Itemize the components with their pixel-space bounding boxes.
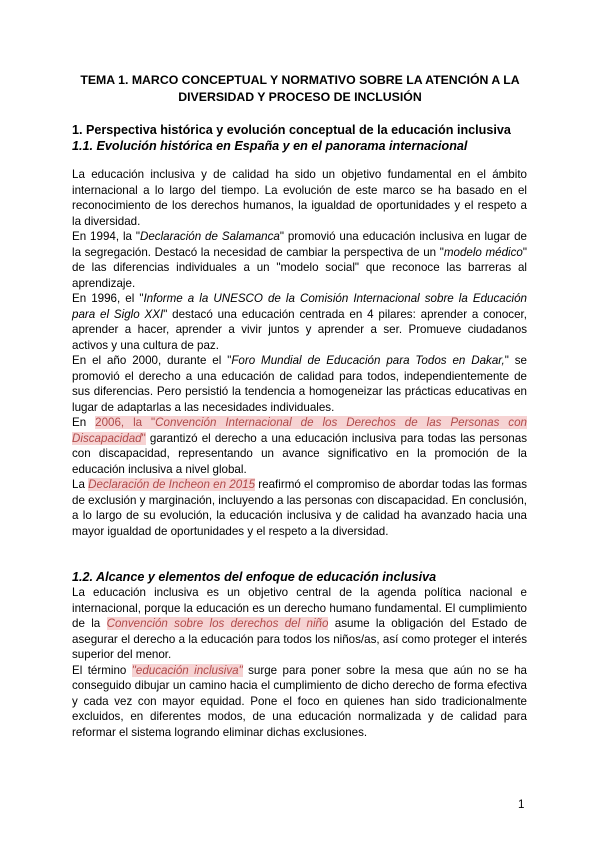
paragraph-text: " promovió una educación inclusiva en lugar de la segregación. Destacó la necesidad de cambiar la perspectiva de un " [72, 230, 527, 259]
page-number: 1 [518, 798, 525, 811]
paragraph-text: asume la obligación del Estado de asegurar el derecho a la educación para todos los niños/as, así como proteger el interés superior del menor. [72, 617, 527, 661]
paragraph-7 [72, 585, 527, 663]
section-1-2-body [72, 585, 527, 740]
paragraph-text: La educación inclusiva es un objetivo central de la agenda política nacional e internacional, porque la educación es un derecho humano fundamental. El cumplimiento de la [72, 586, 527, 630]
emphasis-text: Informe a la UNESCO de la Comisión Internacional sobre la Educación para el Siglo XXI [72, 292, 527, 321]
paragraph-2 [72, 229, 527, 291]
paragraph-text: " se promovió el derecho a una educación de calidad para todos, independientemente de sus diferencias. Pero persistió la tendencia a homogeneizar las prácticas educativas en lugar de adaptarlas a las necesidades individuales. [72, 354, 527, 414]
paragraph-text: El término [72, 663, 132, 677]
paragraph-text: reafirmó el compromiso de abordar todas las formas de exclusión y marginación, incluyendo a las personas con discapacidad. En conclusión, a lo largo de su evolución, la educación inclusiva y de calidad ha avanzado hacia una mayor igualdad de oportunidades y el respeto a la diversidad. [72, 478, 528, 538]
highlighted-part: 2006, la " [95, 416, 156, 429]
section-1-1-body [72, 167, 527, 539]
highlighted-emphasis: Convención sobre los derechos del niño [106, 617, 329, 630]
paragraph-text: La [72, 478, 89, 491]
subsection-heading-1-1: 1.1. Evolución histórica en España y en el panorama internacional [72, 139, 468, 153]
paragraph-text: En el año 2000, durante el " [72, 354, 232, 367]
paragraph-text: En [72, 416, 96, 429]
paragraph-1: La educación inclusiva y de calidad ha sido un objetivo fundamental en el ámbito internacional a lo largo del tiempo. La evolución de este marco se ha basado en el reconocimiento de los derechos humanos, la igualdad de oportunidades y el respeto a la diversidad. [72, 168, 527, 228]
highlighted-part: " [141, 431, 146, 445]
emphasis-text: Declaración de Salamanca [139, 230, 280, 243]
paragraph-text: En 1996, el " [72, 292, 144, 305]
paragraph-8 [72, 663, 527, 741]
section-heading-1: 1. Perspectiva histórica y evolución conceptual de la educación inclusiva [72, 123, 511, 137]
paragraph-text: garantizó el derecho a una educación inclusiva para todas las personas con discapacidad, representando un avance significativo en la promoción de la educación inclusiva a nivel global. [72, 431, 527, 476]
emphasis-text: modelo médico [443, 245, 523, 259]
highlighted-emphasis: Declaración de Incheon en 2015 [88, 478, 256, 491]
paragraph-6 [72, 477, 527, 539]
paragraph-5 [72, 415, 527, 477]
subsection-heading-1-2: 1.2. Alcance y elementos del enfoque de educación inclusiva [72, 570, 437, 584]
document-title: TEMA 1. MARCO CONCEPTUAL Y NORMATIVO SOBRE LA ATENCIÓN A LA DIVERSIDAD Y PROCESO DE INCLUSIÓN [80, 73, 520, 104]
paragraph-4 [72, 353, 527, 415]
paragraph-text: En 1994, la " [72, 230, 140, 243]
paragraph-text: surge para poner sobre la mesa que aún no se ha conseguido dibujar un camino hacia el cumplimiento de dicho derecho de forma efectiva y cada vez con mayor equidad. Pone el foco en quienes han sido tradicionalmente excluidos, en diferentes modos, de una educación normalizada y de calidad para reformar el sistema logrando eliminar dichas exclusiones. [72, 663, 527, 739]
paragraph-text: " destacó una educación centrada en 4 pilares: aprender a conocer, aprender a hacer, aprender a vivir juntos y aprender a ser. Promueve ciudadanos activos y una cultura de paz. [72, 307, 527, 352]
highlighted-emphasis: Convención Internacional de los Derechos de las Personas con Discapacidad [72, 416, 527, 445]
highlighted-emphasis: "educación inclusiva" [131, 663, 243, 677]
emphasis-text: Foro Mundial de Educación para Todos en Dakar, [231, 354, 505, 367]
paragraph-3 [72, 291, 527, 353]
paragraph-text: " de las diferencias individuales a un "modelo social" que reconoce las barreras al aprendizaje. [72, 245, 527, 290]
